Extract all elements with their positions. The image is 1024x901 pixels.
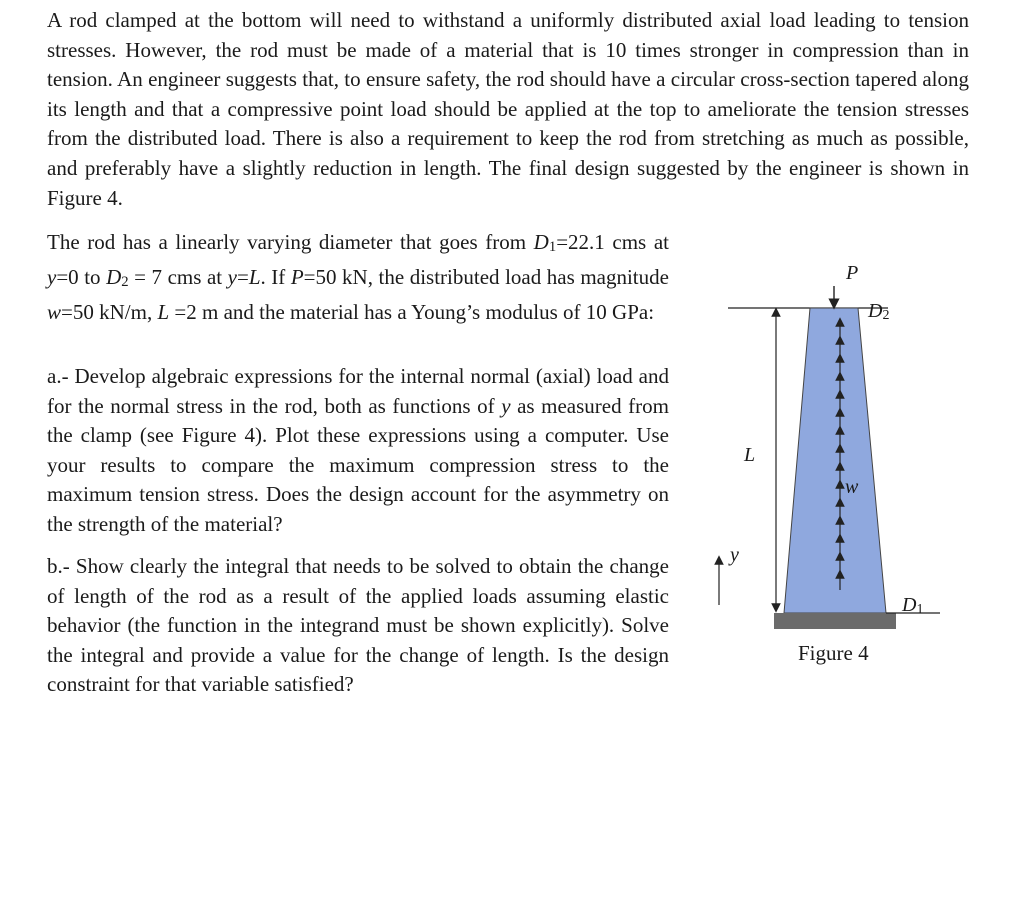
label-d2: $D_2$ xyxy=(868,300,890,324)
part-b-paragraph: b.- Show clearly the integral that needs to be solved to obtain the change of length of the rod as a result of the applied loads assuming elastic behavior (the function in the integrand must be shown explicitly). Solve the integral and provide a value for the change of length. Is the design constraint for that variable satisfied? xyxy=(47,554,669,697)
tapered-rod xyxy=(784,308,886,613)
figure-caption: Figure 4 xyxy=(798,641,869,665)
clamp-base xyxy=(774,613,896,629)
label-y: y xyxy=(730,544,739,566)
label-w: w xyxy=(845,476,859,498)
figure-4 xyxy=(700,230,1000,680)
part-a-paragraph: a.- Develop algebraic expressions for the internal normal (axial) load and for the normal stress in the rod, both as functions of y as measured from the clamp (see Figure 4). Plot these expressions using a computer. Use your results to compare the maximum compression stress to the maximum tension stress. Does the design account for the asymmetry on the strength of the material? xyxy=(47,364,669,536)
label-d1: $D_1$ xyxy=(902,594,924,618)
intro-paragraph: A rod clamped at the bottom will need to withstand a uniformly distributed axial load leading to tension stresses. However, the rod must be made of a material that is 10 times stronger in compression than in tension. An engineer suggests that, to ensure safety, the rod should have a circular cross-section tapered along its length and that a compressive point load should be applied at the top to ameliorate the tension stresses from the distributed load. There is also a requirement to keep the rod from stretching as much as possible, and preferably have a slightly reduction in length. The final design suggested by the engineer is shown in Figure 4. xyxy=(47,8,969,210)
rod-description-paragraph: The rod has a linearly varying diameter that goes from $D_1=22.1$ cms at y=0 to $D_2 = 7$ cms at y=L. If P=50 kN, the distributed load has magnitude w=50 kN/m, L =2 m and the material has a Young’s modulus of 10 GPa: xyxy=(47,230,669,324)
label-l: L xyxy=(744,444,756,466)
label-p: P xyxy=(846,262,859,284)
